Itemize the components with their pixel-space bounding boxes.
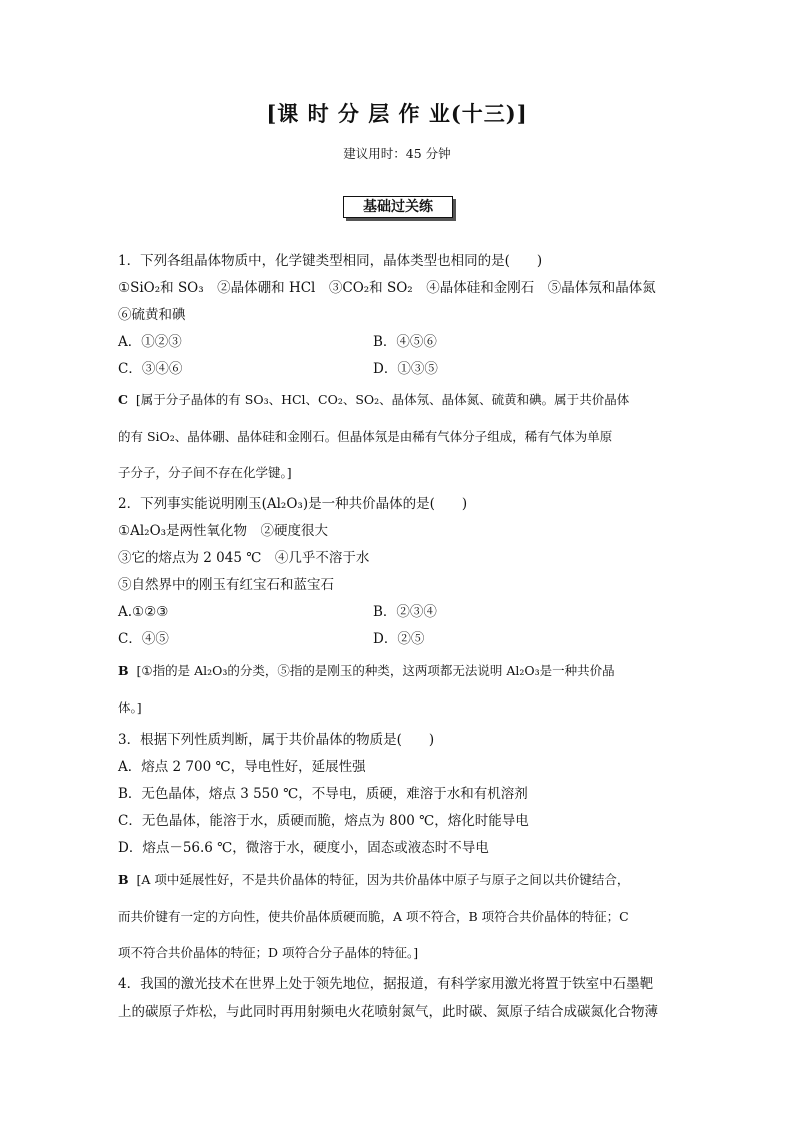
- q1-explanation-line1: [118, 391, 629, 409]
- q3-option-d: D．熔点－56.6 ℃，微溶于水，硬度小，固态或液态时不导电: [118, 840, 489, 856]
- section-heading: 基础过关练: [343, 196, 453, 218]
- q1-explanation-line3: 子分子，分子间不存在化学键。]: [118, 465, 292, 480]
- q1-explanation-line2: 的有 SiO₂、晶体硼、晶体硅和金刚石。但晶体氖是由稀有气体分子组成，稀有气体为单原: [118, 429, 613, 444]
- q2-answer-letter: B: [118, 663, 129, 678]
- q2-items-line1: ①Al₂O₃是两性氧化物 ②硬度很大: [118, 523, 329, 539]
- q4-line2: 上的碳原子炸松，与此同时再用射频电火花喷射氮气，此时碳、氮原子结合成碳氮化合物薄: [118, 1004, 658, 1020]
- q2-option-b: B．②③④: [373, 604, 437, 620]
- q2-option-a: A.①②③: [118, 604, 169, 620]
- q2-stem: 2．下列事实能说明刚玉(Al₂O₃)是一种共价晶体的是( ): [118, 496, 468, 512]
- q2-explanation-line1: [118, 662, 615, 680]
- page-title: [课 时 分 层 作 业(十三)]: [266, 101, 528, 126]
- q3-stem: 3．根据下列性质判断，属于共价晶体的物质是( ): [118, 732, 435, 748]
- q1-option-b: B．④⑤⑥: [373, 334, 437, 350]
- q2-explanation-text1: [①指的是 Al₂O₃的分类，⑤指的是刚玉的种类，这两项都无法说明 Al₂O₃是一种共价晶: [136, 663, 615, 678]
- q1-items-line1: ①SiO₂和 SO₃ ②晶体硼和 HCl ③CO₂和 SO₂ ④晶体硅和金刚石 ⑤晶体氖和晶体氮: [118, 280, 656, 296]
- q3-explanation-line1: [118, 871, 629, 889]
- q3-explanation-line3: 项不符合共价晶体的特征；D 项符合分子晶体的特征。]: [118, 945, 419, 960]
- q2-explanation-line2: 体。]: [118, 700, 142, 715]
- q1-items-line2: ⑥硫黄和碘: [118, 307, 186, 323]
- suggested-time: 建议用时：45 分钟: [343, 146, 451, 161]
- q3-option-c: C．无色晶体，能溶于水，质硬而脆，熔点为 800 ℃，熔化时能导电: [118, 813, 529, 829]
- q1-explanation-text1: [属于分子晶体的有 SO₃、HCl、CO₂、SO₂、晶体氖、晶体氮、硫黄和碘。属于共价晶体: [135, 392, 630, 407]
- q2-items-line2: ③它的熔点为 2 045 ℃ ④几乎不溶于水: [118, 550, 370, 566]
- q1-option-c: C．③④⑥: [118, 361, 183, 377]
- q3-explanation-line2: 而共价键有一定的方向性，使共价晶体质硬而脆，A 项不符合，B 项符合共价晶体的特征；C: [118, 909, 629, 924]
- q2-option-d: D．②⑤: [373, 631, 425, 647]
- q1-stem: 1．下列各组晶体物质中，化学键类型相同，晶体类型也相同的是( ): [118, 253, 543, 269]
- q4-line1: 4．我国的激光技术在世界上处于领先地位，据报道，有科学家用激光将置于铁室中石墨靶: [118, 976, 654, 992]
- q2-option-c: C．④⑤: [118, 631, 169, 647]
- q1-answer-letter: C: [118, 392, 128, 407]
- q3-answer-letter: B: [118, 872, 129, 887]
- q2-items-line3: ⑤自然界中的刚玉有红宝石和蓝宝石: [118, 577, 334, 593]
- q3-option-b: B．无色晶体，熔点 3 550 ℃，不导电，质硬，难溶于水和有机溶剂: [118, 786, 528, 802]
- q3-explanation-text1: [A 项中延展性好，不是共价晶体的特征，因为共价晶体中原子与原子之间以共价键结合，: [136, 872, 630, 887]
- q1-option-a: A．①②③: [118, 334, 182, 350]
- q3-option-a: A．熔点 2 700 ℃，导电性好，延展性强: [118, 759, 366, 775]
- q1-option-d: D．①③⑤: [373, 361, 438, 377]
